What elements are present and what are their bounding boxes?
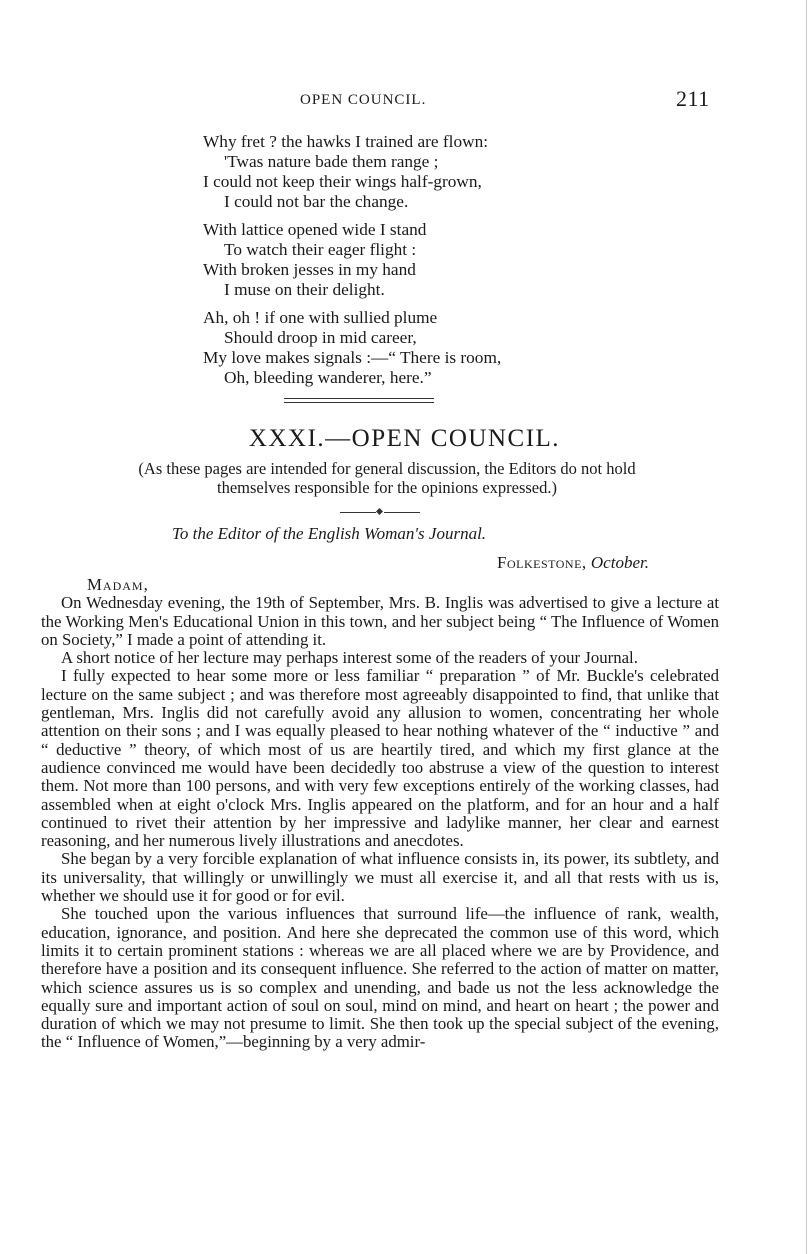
poem-line: Ah, oh ! if one with sullied plume (203, 308, 438, 327)
poem-stanza (203, 220, 623, 300)
poem-stanza (203, 132, 623, 212)
running-head: OPEN COUNCIL. (300, 92, 427, 108)
double-rule-divider (284, 398, 434, 406)
dateline-month: October. (590, 553, 649, 572)
letter-paragraph: She began by a very forcible explanation of what influence consists in, its power, its subtlety, and its universality, that willingly or unwillingly we must all exercise it, and all that rests with us is, whether we should use it for good or for evil. (41, 849, 719, 906)
poem-line: To watch their eager flight : (224, 240, 417, 259)
poem-line: Should droop in mid career, (224, 328, 417, 347)
poem-line: I could not bar the change. (224, 192, 409, 211)
dateline-place: Folkestone, (497, 553, 587, 572)
poem-line: My love makes signals :—“ There is room, (203, 348, 502, 367)
poem-line: Oh, bleeding wanderer, here.” (224, 368, 432, 387)
letter-paragraph: A short notice of her lecture may perhaps interest some of the readers of your Journal. (61, 648, 638, 668)
page-header (0, 86, 809, 116)
letter-paragraph: She touched upon the various influences that surround life—the influence of rank, wealth, education, ignorance, and position. And here she deprecated the common use of this word, which limits it to certain prominent stations : whereas we are all placed where we are by Providence, and therefore have a position and its consequent influence. She referred to the action of matter on matter, which science assures us is so complex and unending, and bade us not the less acknowledge the equally sure and important action of soul on soul, mind on mind, and heart on heart ; the power and duration of which we may not presume to limit. She then took up the special subject of the evening, the “ Influence of Women,”—beginning by a very admir- (41, 904, 719, 1052)
letter-addressee: To the Editor of the English Woman's Journal. (172, 524, 487, 543)
poem-line: I could not keep their wings half-grown, (203, 172, 482, 191)
diamond-ornament-icon (376, 508, 383, 515)
editorial-disclaimer (46, 459, 728, 497)
letter-paragraph: I fully expected to hear some more or less familiar “ preparation ” of Mr. Buckle's celebrated lecture on the same subject ; and was therefore most agreeably disappointed to find, that unlike that gentleman, Mrs. Inglis did not carefully avoid any allusion to women, concentrating her whole attention on their sons ; and I was equally pleased to hear nothing whatever of the “ inductive ” and “ deductive ” theory, of which most of us are heartily tired, and which my first glance at the audience convinced me would have been decidedly too abstruse a view of the question to interest them. Not more than 100 persons, and with very few exceptions entirely of the working classes, had assembled when at eight o'clock Mrs. Inglis appeared on the platform, and for an hour and a half continued to rivet their attention by her impressive and ladylike manner, her clear and earnest reasoning, and her numerous lively illustrations and anecdotes. (41, 666, 719, 851)
ornament-divider (340, 508, 420, 516)
letter-dateline (497, 553, 649, 573)
poem-line: Why fret ? the hawks I trained are flown: (203, 132, 489, 151)
page-edge-line (806, 0, 807, 1254)
page-number: 211 (676, 86, 710, 111)
poem-line: 'Twas nature bade them range ; (224, 152, 439, 171)
poem-stanza (203, 308, 623, 388)
poem-line: With broken jesses in my hand (203, 260, 416, 279)
section-title: XXXI.—OPEN COUNCIL. (248, 425, 561, 452)
letter-body (41, 576, 719, 1052)
letter-salutation: Madam, (87, 575, 149, 594)
letter-paragraph: On Wednesday evening, the 19th of September, Mrs. B. Inglis was advertised to give a lecture at the Working Men's Educational Union in this town, and her subject being “ The Influence of Women on Society,” I made a point of attending it. (41, 593, 719, 649)
poem-line: With lattice opened wide I stand (203, 220, 427, 239)
poem-line: I muse on their delight. (224, 280, 385, 299)
poem (203, 132, 623, 396)
disclaimer-line: themselves responsible for the opinions expressed.) (216, 478, 557, 497)
disclaimer-line: (As these pages are intended for general discussion, the Editors do not hold (138, 459, 636, 478)
